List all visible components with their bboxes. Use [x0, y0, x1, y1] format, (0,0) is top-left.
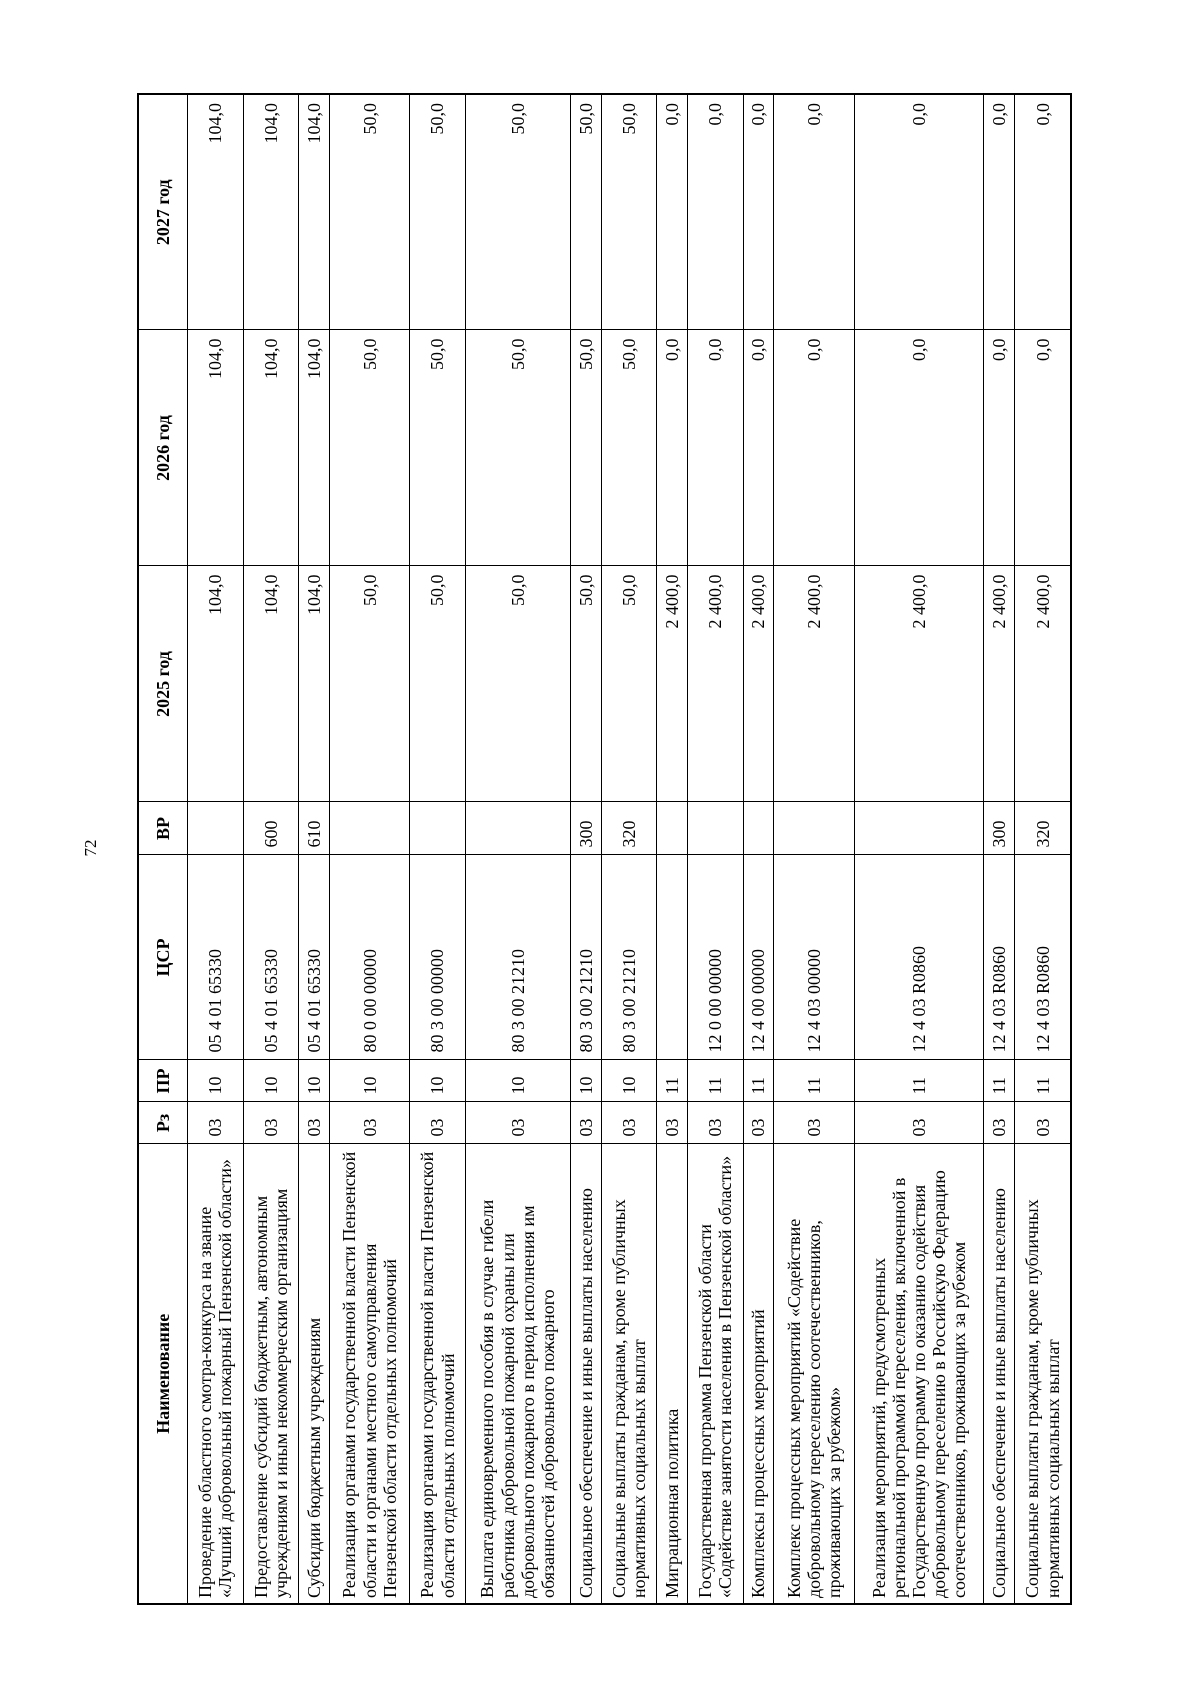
cell-vr: [743, 802, 774, 855]
cell-pr: 11: [743, 1060, 774, 1102]
cell-y2025: 2 400,0: [984, 566, 1015, 802]
cell-pr: 10: [188, 1060, 244, 1102]
cell-name: Социальное обеспечение и иные выплаты населению: [570, 1144, 601, 1604]
table-container: [137, 95, 1072, 1605]
cell-pr: 10: [570, 1060, 601, 1102]
cell-name: Комплексы процессных мероприятий: [743, 1144, 774, 1604]
cell-y2026: 50,0: [570, 330, 601, 566]
cell-csr: 05 4 01 65330: [299, 855, 330, 1060]
cell-rz: 03: [570, 1102, 601, 1144]
cell-name: Выплата единовременного пособия в случае гибели работника добровольной пожарной охраны или добровольного пожарного в период исполнения им обязанностей добровольного пожарного: [465, 1144, 570, 1604]
header-2025: 2025 год: [138, 566, 188, 802]
table-row: [188, 94, 244, 1604]
cell-rz: 03: [465, 1102, 570, 1144]
cell-rz: 03: [984, 1102, 1015, 1144]
table-row: [854, 94, 984, 1604]
cell-y2026: 50,0: [410, 330, 466, 566]
cell-vr: 610: [299, 802, 330, 855]
cell-rz: 03: [688, 1102, 744, 1144]
cell-y2026: 104,0: [299, 330, 330, 566]
cell-vr: [688, 802, 744, 855]
cell-name: Социальное обеспечение и иные выплаты населению: [984, 1144, 1015, 1604]
cell-vr: 300: [570, 802, 601, 855]
header-2026: 2026 год: [138, 330, 188, 566]
rotated-table-frame: [137, 95, 1072, 1605]
cell-rz: 03: [854, 1102, 984, 1144]
cell-csr: 12 0 00 00000: [688, 855, 744, 1060]
cell-name: Социальные выплаты гражданам, кроме публичных нормативных социальных выплат: [601, 1144, 657, 1604]
cell-name: Проведение областного смотра-конкурса на звание «Лучший добровольный пожарный Пензенской области»: [188, 1144, 244, 1604]
table-row: [243, 94, 299, 1604]
cell-y2026: 104,0: [243, 330, 299, 566]
table-row: [601, 94, 657, 1604]
cell-y2027: 50,0: [329, 94, 409, 330]
cell-vr: [465, 802, 570, 855]
cell-csr: 12 4 03 R0860: [1015, 855, 1071, 1060]
table-row: [984, 94, 1015, 1604]
cell-y2026: 0,0: [688, 330, 744, 566]
cell-y2027: 0,0: [688, 94, 744, 330]
cell-csr: 05 4 01 65330: [188, 855, 244, 1060]
cell-csr: 80 3 00 21210: [570, 855, 601, 1060]
cell-y2026: 50,0: [465, 330, 570, 566]
cell-csr: 80 3 00 21210: [601, 855, 657, 1060]
cell-vr: [329, 802, 409, 855]
table-body: [188, 94, 1072, 1604]
cell-y2026: 0,0: [657, 330, 688, 566]
cell-pr: 10: [299, 1060, 330, 1102]
cell-y2025: 2 400,0: [774, 566, 854, 802]
cell-y2027: 104,0: [188, 94, 244, 330]
cell-name: Реализация органами государственной власти Пензенской области отдельных полномочий: [410, 1144, 466, 1604]
cell-pr: 11: [657, 1060, 688, 1102]
cell-rz: 03: [410, 1102, 466, 1144]
cell-vr: 300: [984, 802, 1015, 855]
table-row: [688, 94, 744, 1604]
table-row: [774, 94, 854, 1604]
table-row: [465, 94, 570, 1604]
page-number: 72: [81, 839, 100, 857]
cell-pr: 10: [465, 1060, 570, 1102]
cell-y2027: 0,0: [657, 94, 688, 330]
cell-y2027: 0,0: [854, 94, 984, 330]
cell-rz: 03: [743, 1102, 774, 1144]
cell-y2025: 50,0: [410, 566, 466, 802]
cell-y2026: 0,0: [984, 330, 1015, 566]
cell-rz: 03: [299, 1102, 330, 1144]
cell-vr: [657, 802, 688, 855]
cell-y2025: 50,0: [601, 566, 657, 802]
cell-csr: 12 4 03 R0860: [854, 855, 984, 1060]
cell-pr: 10: [601, 1060, 657, 1102]
cell-y2027: 0,0: [984, 94, 1015, 330]
cell-y2026: 0,0: [743, 330, 774, 566]
table-row: [410, 94, 466, 1604]
cell-vr: [410, 802, 466, 855]
table-header-row: [138, 94, 188, 1604]
header-2027: 2027 год: [138, 94, 188, 330]
cell-rz: 03: [774, 1102, 854, 1144]
cell-name: Государственная программа Пензенской области «Содействие занятости населения в Пензенской области»: [688, 1144, 744, 1604]
cell-y2027: 104,0: [243, 94, 299, 330]
cell-name: Комплекс процессных мероприятий «Содействие добровольному переселению соотечественников, проживающих за рубежом»: [774, 1144, 854, 1604]
table-row: [657, 94, 688, 1604]
cell-name: Социальные выплаты гражданам, кроме публичных нормативных социальных выплат: [1015, 1144, 1071, 1604]
cell-pr: 11: [984, 1060, 1015, 1102]
cell-pr: 11: [688, 1060, 744, 1102]
cell-pr: 11: [854, 1060, 984, 1102]
cell-y2027: 104,0: [299, 94, 330, 330]
cell-rz: 03: [243, 1102, 299, 1144]
table-row: [1015, 94, 1071, 1604]
cell-pr: 10: [329, 1060, 409, 1102]
cell-csr: 05 4 01 65330: [243, 855, 299, 1060]
cell-y2025: 50,0: [465, 566, 570, 802]
cell-y2026: 50,0: [601, 330, 657, 566]
header-pr: ПР: [138, 1060, 188, 1102]
cell-y2025: 2 400,0: [854, 566, 984, 802]
cell-name: Субсидии бюджетным учреждениям: [299, 1144, 330, 1604]
cell-pr: 10: [410, 1060, 466, 1102]
cell-vr: 600: [243, 802, 299, 855]
table-row: [329, 94, 409, 1604]
cell-name: Реализация органами государственной власти Пензенской области и органами местного самоуправления Пензенской области отдельных полномочий: [329, 1144, 409, 1604]
cell-y2026: 0,0: [1015, 330, 1071, 566]
table-row: [570, 94, 601, 1604]
cell-y2027: 50,0: [601, 94, 657, 330]
budget-table: [137, 93, 1072, 1605]
cell-rz: 03: [329, 1102, 409, 1144]
cell-y2027: 50,0: [465, 94, 570, 330]
cell-pr: 10: [243, 1060, 299, 1102]
cell-y2025: 104,0: [188, 566, 244, 802]
cell-y2026: 0,0: [774, 330, 854, 566]
cell-vr: 320: [1015, 802, 1071, 855]
cell-y2025: 50,0: [329, 566, 409, 802]
cell-csr: 80 3 00 21210: [465, 855, 570, 1060]
cell-y2025: 2 400,0: [1015, 566, 1071, 802]
header-name: Наименование: [138, 1144, 188, 1604]
cell-name: Миграционная политика: [657, 1144, 688, 1604]
cell-csr: [657, 855, 688, 1060]
cell-vr: 320: [601, 802, 657, 855]
cell-rz: 03: [657, 1102, 688, 1144]
cell-pr: 11: [774, 1060, 854, 1102]
cell-csr: 80 3 00 00000: [410, 855, 466, 1060]
cell-y2025: 104,0: [243, 566, 299, 802]
cell-y2025: 2 400,0: [657, 566, 688, 802]
cell-y2026: 50,0: [329, 330, 409, 566]
cell-csr: 12 4 00 00000: [743, 855, 774, 1060]
cell-y2025: 104,0: [299, 566, 330, 802]
cell-y2027: 50,0: [410, 94, 466, 330]
cell-y2027: 0,0: [1015, 94, 1071, 330]
header-vr: ВР: [138, 802, 188, 855]
cell-csr: 80 0 00 00000: [329, 855, 409, 1060]
cell-y2026: 104,0: [188, 330, 244, 566]
table-row: [299, 94, 330, 1604]
cell-vr: [188, 802, 244, 855]
cell-y2025: 2 400,0: [688, 566, 744, 802]
cell-vr: [774, 802, 854, 855]
header-csr: ЦСР: [138, 855, 188, 1060]
cell-y2027: 50,0: [570, 94, 601, 330]
cell-y2027: 0,0: [774, 94, 854, 330]
cell-name: Предоставление субсидий бюджетным, автономным учреждениям и иным некоммерческим организациям: [243, 1144, 299, 1604]
header-rz: Рз: [138, 1102, 188, 1144]
cell-rz: 03: [188, 1102, 244, 1144]
cell-y2027: 0,0: [743, 94, 774, 330]
cell-pr: 11: [1015, 1060, 1071, 1102]
cell-csr: 12 4 03 00000: [774, 855, 854, 1060]
cell-rz: 03: [601, 1102, 657, 1144]
cell-csr: 12 4 03 R0860: [984, 855, 1015, 1060]
cell-vr: [854, 802, 984, 855]
cell-name: Реализация мероприятий, предусмотренных региональной программой переселения, включенной в Государственную программу по оказанию содействия добровольному переселению в Российскую Федерацию соотечественников, проживающих за рубежом: [854, 1144, 984, 1604]
table-row: [743, 94, 774, 1604]
cell-y2026: 0,0: [854, 330, 984, 566]
cell-y2025: 2 400,0: [743, 566, 774, 802]
cell-y2025: 50,0: [570, 566, 601, 802]
cell-rz: 03: [1015, 1102, 1071, 1144]
